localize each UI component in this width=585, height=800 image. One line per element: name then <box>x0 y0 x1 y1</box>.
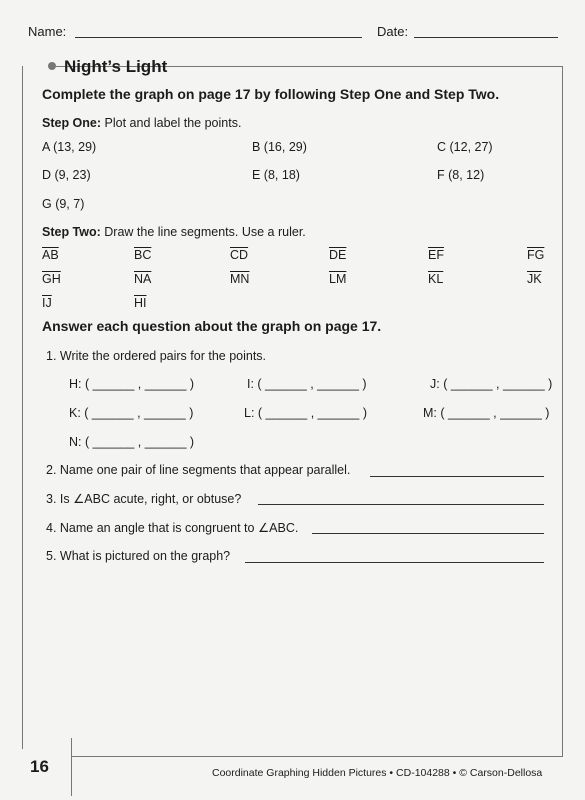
pair-l[interactable]: L: ( ______ , ______ ) <box>244 406 368 420</box>
question-4: 4. Name an angle that is congruent to ∠ABC. <box>46 521 299 535</box>
name-field[interactable] <box>75 37 362 38</box>
segment-cd: $\overline{CD}$ <box>230 248 249 262</box>
page-number-divider <box>71 738 72 796</box>
frame-bottom-border <box>71 756 563 757</box>
answer-line-3[interactable] <box>258 504 544 505</box>
pair-h[interactable]: H: ( ______ , ______ ) <box>69 377 195 391</box>
main-instruction: Complete the graph on page 17 by following Step One and Step Two. <box>42 86 500 102</box>
point-e: E (8, 18) <box>252 168 300 182</box>
page-title: Night’s Light <box>64 57 168 76</box>
questions-heading: Answer each question about the graph on page 17. <box>42 318 382 334</box>
segment-kl: $\overline{KL}$ <box>428 272 444 286</box>
name-label: Name: <box>28 24 67 39</box>
frame-left-border <box>22 66 23 749</box>
segment-ef: $\overline{EF}$ <box>428 248 444 262</box>
segment-jk: $\overline{JK}$ <box>527 272 542 286</box>
pair-m[interactable]: M: ( ______ , ______ ) <box>423 406 550 420</box>
question-2: 2. Name one pair of line segments that appear parallel. <box>46 463 351 477</box>
segment-hi: $\overline{HI}$ <box>134 296 147 310</box>
point-f: F (8, 12) <box>437 168 485 182</box>
pair-i[interactable]: I: ( ______ , ______ ) <box>247 377 367 391</box>
question-1: 1. Write the ordered pairs for the points. <box>46 349 267 363</box>
step-one-line <box>42 116 241 130</box>
point-b: B (16, 29) <box>252 140 307 154</box>
date-field[interactable] <box>414 37 558 38</box>
step-two-line <box>42 225 306 239</box>
point-g: G (9, 7) <box>42 197 85 211</box>
pair-n[interactable]: N: ( ______ , ______ ) <box>69 435 195 449</box>
segment-lm: $\overline{LM}$ <box>329 272 347 286</box>
point-a: A (13, 29) <box>42 140 97 154</box>
footer-credit: Coordinate Graphing Hidden Pictures • CD-104288 • © Carson-Dellosa <box>212 767 543 779</box>
segment-bc: $\overline{BC}$ <box>134 248 152 262</box>
segment-ij: $\overline{IJ}$ <box>42 296 52 310</box>
answer-line-4[interactable] <box>312 533 544 534</box>
step-two-label: Step Two: <box>42 225 101 239</box>
pair-j[interactable]: J: ( ______ , ______ ) <box>430 377 553 391</box>
segment-gh: $\overline{GH}$ <box>42 272 61 286</box>
step-two-text: Draw the line segments. Use a ruler. <box>104 225 306 239</box>
segment-mn: $\overline{MN}$ <box>230 272 250 286</box>
point-d: D (9, 23) <box>42 168 91 182</box>
frame-right-border <box>562 66 563 756</box>
page-number: 16 <box>30 757 49 776</box>
answer-line-2[interactable] <box>370 476 544 477</box>
answer-line-5[interactable] <box>245 562 544 563</box>
pair-k[interactable]: K: ( ______ , ______ ) <box>69 406 194 420</box>
segment-fg: $\overline{FG}$ <box>527 248 545 262</box>
segment-ab: $\overline{AB}$ <box>42 248 59 262</box>
date-label: Date: <box>377 24 409 39</box>
segment-na: $\overline{NA}$ <box>134 272 152 286</box>
segment-de: $\overline{DE}$ <box>329 248 347 262</box>
step-one-label: Step One: <box>42 116 102 130</box>
step-one-text: Plot and label the points. <box>104 116 242 130</box>
title-bullet-icon <box>48 62 56 70</box>
point-c: C (12, 27) <box>437 140 493 154</box>
question-3: 3. Is ∠ABC acute, right, or obtuse? <box>46 492 242 506</box>
question-5: 5. What is pictured on the graph? <box>46 549 231 563</box>
